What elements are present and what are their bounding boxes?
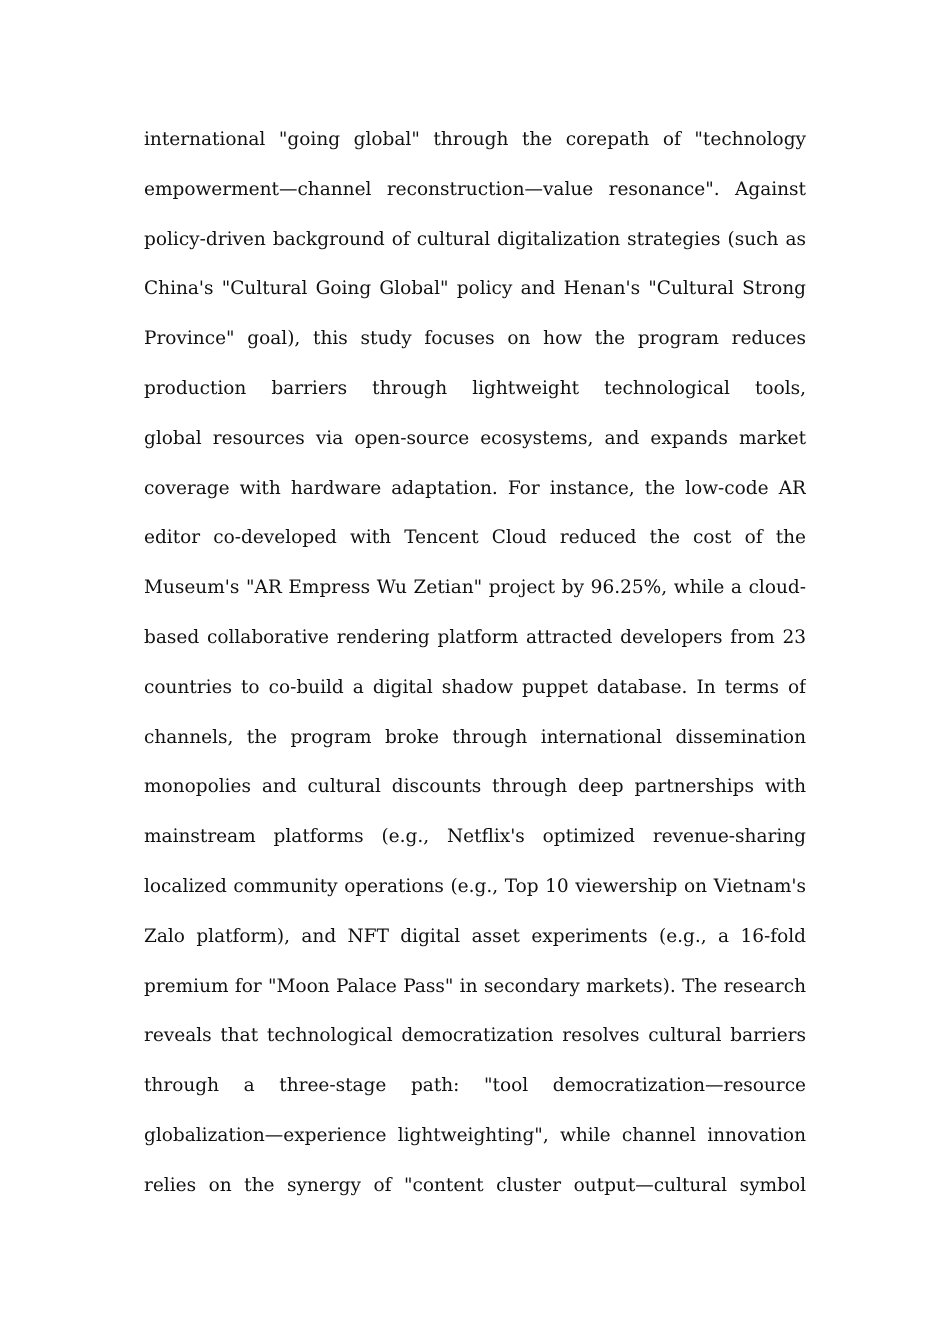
text-line: globalization—experience lightweighting", while channel innovation bbox=[144, 1124, 806, 1146]
text-line: relies on the synergy of "content cluster output—cultural symbol bbox=[144, 1174, 806, 1196]
text-line: China's "Cultural Going Global" policy and Henan's "Cultural Strong bbox=[144, 278, 806, 300]
text-line: Museum's "AR Empress Wu Zetian" project by 96.25%, while a cloud- bbox=[144, 577, 806, 599]
text-line: localized community operations (e.g., Top 10 viewership on Vietnam's bbox=[144, 875, 806, 897]
text-line: monopolies and cultural discounts through deep partnerships with bbox=[144, 776, 806, 798]
text-line: coverage with hardware adaptation. For instance, the low-code AR bbox=[144, 477, 806, 499]
text-line: premium for "Moon Palace Pass" in secondary markets). The research bbox=[144, 975, 806, 997]
text-line: production barriers through lightweight technological tools, bbox=[144, 377, 806, 399]
text-line: empowerment—channel reconstruction—value resonance". Against bbox=[144, 178, 806, 200]
text-line: through a three-stage path: "tool democratization—resource bbox=[144, 1075, 806, 1097]
text-line: policy-driven background of cultural digitalization strategies (such as bbox=[144, 228, 806, 250]
text-line: channels, the program broke through international dissemination bbox=[144, 726, 806, 748]
text-line: reveals that technological democratization resolves cultural barriers bbox=[144, 1025, 806, 1047]
text-line: global resources via open-source ecosystems, and expands market bbox=[144, 427, 806, 449]
text-line: Zalo platform), and NFT digital asset experiments (e.g., a 16-fold bbox=[144, 925, 806, 947]
body-paragraph bbox=[144, 115, 806, 1211]
text-line: editor co-developed with Tencent Cloud reduced the cost of the bbox=[144, 527, 806, 549]
text-line: Province" goal), this study focuses on how the program reduces bbox=[144, 328, 806, 350]
text-line: mainstream platforms (e.g., Netflix's optimized revenue-sharing bbox=[144, 826, 806, 848]
text-line: international "going global" through the corepath of "technology bbox=[144, 129, 806, 150]
text-line: countries to co-build a digital shadow puppet database. In terms of bbox=[144, 676, 806, 698]
text-line: based collaborative rendering platform attracted developers from 23 bbox=[144, 626, 806, 648]
